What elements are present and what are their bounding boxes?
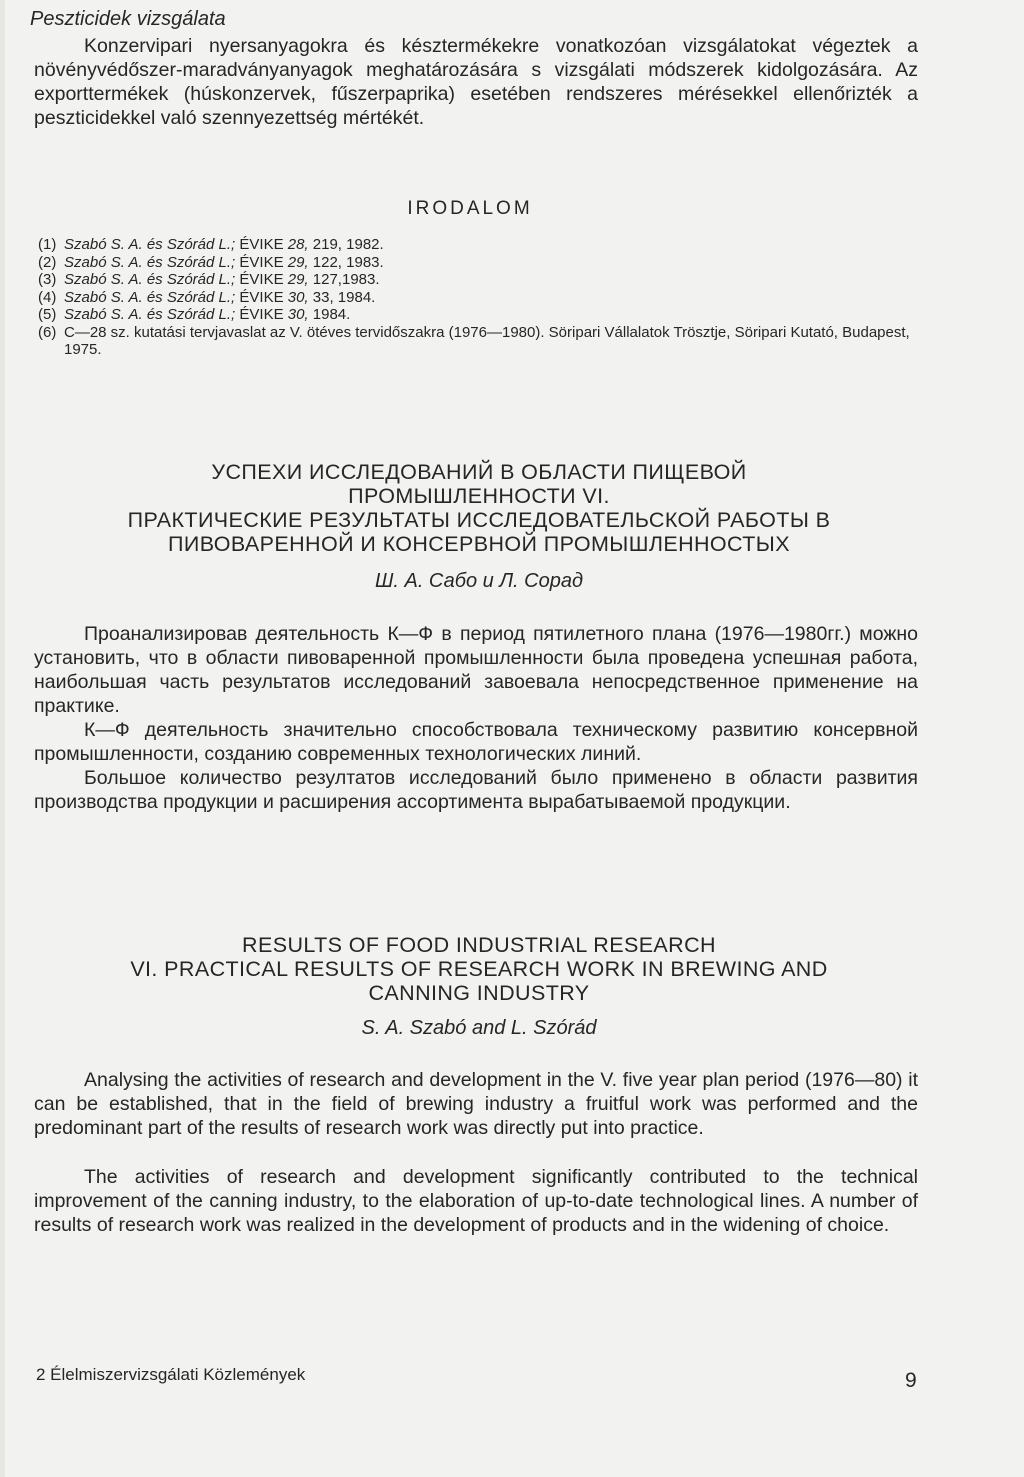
footer-journal-name: 2 Élelmiszervizsgálati Közlemények xyxy=(36,1365,306,1384)
reference-number: (5) xyxy=(38,306,57,323)
reference-list xyxy=(38,236,928,359)
reference-authors: Szabó S. A. és Szórád L.; xyxy=(64,306,236,323)
english-authors: S. A. Szabó and L. Szórád xyxy=(361,1017,597,1039)
reference-volume: 29, xyxy=(287,271,309,288)
reference-number: (2) xyxy=(38,253,57,271)
reference-number: (6) xyxy=(38,323,57,341)
reference-number: (1) xyxy=(38,236,57,253)
russian-paragraph-3: Большое количество резултатов исследований было применено в области развития производства продукции и расширения ассортимента вырабатываемой продукции. xyxy=(34,767,918,813)
english-paragraph-1: Analysing the activities of research and development in the V. five year plan period (1976—80) it can be established, that in the field of brewing industry a fruitful work was performed and the predominant part of the results of research work was directly put into practice. xyxy=(34,1069,918,1139)
reference-volume: 30, xyxy=(287,288,309,306)
reference-number: (3) xyxy=(38,271,57,288)
russian-title-line: УСПЕХИ ИССЛЕДОВАНИЙ В ОБЛАСТИ ПИЩЕВОЙ xyxy=(211,460,747,484)
russian-paragraph-1: Проанализировав деятельность К—Ф в период пятилетного плана (1976—1980гг.) можно установить, что в области пивоваренной промышленности была проведена успешная работа, наибольшая часть результатов исследований завоевала непосредственное применение на практике. xyxy=(34,623,918,717)
reference-authors: Szabó S. A. és Szórád L.; xyxy=(64,271,236,288)
reference-journal: C—28 sz. kutatási tervjavaslat az V. ötéves tervidőszakra (1976—1980). Söripari Vállalatok Trösztje, Söripari Kutató, Budapest, 1975. xyxy=(64,323,910,358)
reference-rest: 33, 1984. xyxy=(312,288,376,306)
reference-rest: 127,1983. xyxy=(312,271,380,288)
reference-item xyxy=(38,289,928,307)
english-title-line: RESULTS OF FOOD INDUSTRIAL RESEARCH xyxy=(242,933,716,957)
reference-item xyxy=(38,236,928,254)
reference-volume: 30, xyxy=(287,306,309,323)
english-title-line: VI. PRACTICAL RESULTS OF RESEARCH WORK IN BREWING AND xyxy=(130,957,828,981)
reference-journal: ÉVIKE xyxy=(239,306,284,323)
running-header: Peszticidek vizsgálata xyxy=(30,8,226,30)
reference-item xyxy=(38,254,928,272)
reference-item xyxy=(38,324,928,359)
reference-volume: 28, xyxy=(287,236,309,253)
intro-paragraph: Konzervipari nyersanyagokra és késztermékekre vonatkozóan vizsgálatokat végeztek a növényvédőszer-maradványanyagok meghatározására s vizsgálati módszerek kidolgozására. Az exporttermékek (húskonzervek, fűszerpaprika) esetében rendszeres mérésekkel ellenőrizték a peszticidekkel való szennyezettség mértékét. xyxy=(34,35,918,129)
irodalom-heading: IRODALOM xyxy=(407,198,533,219)
russian-authors: Ш. А. Сабо и Л. Сорад xyxy=(374,570,584,592)
reference-journal: ÉVIKE xyxy=(239,271,284,288)
reference-rest: 219, 1982. xyxy=(312,236,384,253)
english-paragraph-2: The activities of research and development significantly contributed to the technical improvement of the canning industry, to the elaboration of up-to-date technological lines. A number of results of research work was realized in the development of products and in the widening of choice. xyxy=(34,1166,918,1236)
reference-rest: 122, 1983. xyxy=(312,253,384,271)
english-title-line: CANNING INDUSTRY xyxy=(368,981,590,1005)
page-number: 9 xyxy=(905,1369,917,1392)
reference-authors: Szabó S. A. és Szórád L.; xyxy=(64,236,236,253)
reference-item xyxy=(38,306,928,324)
reference-authors: Szabó S. A. és Szórád L.; xyxy=(64,288,236,306)
reference-journal: ÉVIKE xyxy=(239,288,284,306)
russian-title xyxy=(0,460,958,556)
russian-title-line: ПРОМЫШЛЕННОСТИ VI. xyxy=(348,484,610,508)
english-title xyxy=(0,933,958,1005)
reference-number: (4) xyxy=(38,288,57,306)
page-edge xyxy=(0,0,5,1477)
reference-item xyxy=(38,271,928,289)
reference-rest: 1984. xyxy=(312,306,351,323)
reference-journal: ÉVIKE xyxy=(239,236,284,253)
reference-volume: 29, xyxy=(287,253,309,271)
russian-title-line: ПРАКТИЧЕСКИЕ РЕЗУЛЬТАТЫ ИССЛЕДОВАТЕЛЬСКОЙ РАБОТЫ В xyxy=(127,508,831,532)
russian-title-line: ПИВОВАРЕННОЙ И КОНСЕРВНОЙ ПРОМЫШЛЕННОСТЫХ xyxy=(168,532,790,556)
russian-paragraph-2: К—Ф деятельность значительно способствовала техническому развитию консервной промышленности, созданию современных технологических линий. xyxy=(34,719,918,765)
reference-authors: Szabó S. A. és Szórád L.; xyxy=(64,253,236,271)
reference-journal: ÉVIKE xyxy=(239,253,284,271)
